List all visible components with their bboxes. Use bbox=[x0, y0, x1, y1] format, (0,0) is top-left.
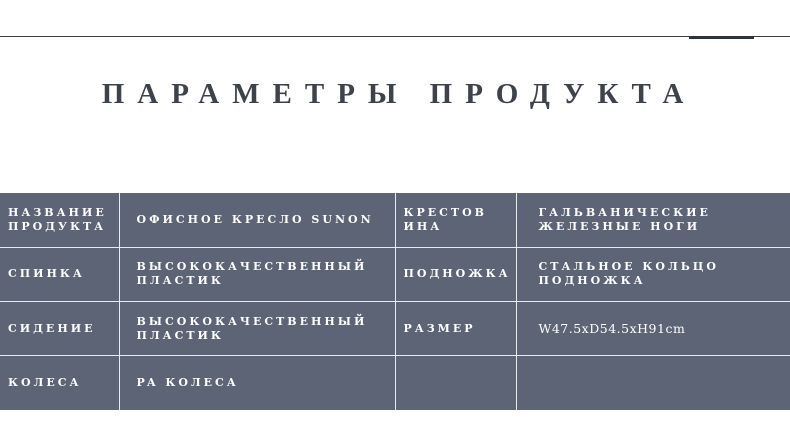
spec-value-base: ГАЛЬВАНИЧЕСКИЕ ЖЕЛЕЗНЫЕ НОГИ bbox=[516, 193, 790, 247]
spec-value-wheels: PA КОЛЕСА bbox=[119, 356, 395, 410]
spec-table bbox=[0, 193, 790, 410]
table-row bbox=[0, 247, 790, 301]
spec-value-name: ОФИСНОЕ КРЕСЛО SUNON bbox=[119, 193, 395, 247]
table-row bbox=[0, 356, 790, 410]
spec-label-seat: СИДЕНИЕ bbox=[0, 302, 119, 356]
table-row bbox=[0, 302, 790, 356]
page-title: ПАРАМЕТРЫ ПРОДУКТА bbox=[101, 78, 697, 110]
spec-label-name: НАЗВАНИЕ ПРОДУКТА bbox=[0, 193, 119, 247]
table-row bbox=[0, 193, 790, 247]
spec-label-size: РАЗМЕР bbox=[395, 302, 516, 356]
top-divider bbox=[0, 36, 790, 37]
spec-label-back: СПИНКА bbox=[0, 247, 119, 301]
spec-value-seat: ВЫСОКОКАЧЕСТВЕННЫЙ ПЛАСТИК bbox=[119, 302, 395, 356]
spec-value-size: W47.5xD54.5xH91cm bbox=[516, 302, 790, 356]
spec-label-footrest: ПОДНОЖКА bbox=[395, 247, 516, 301]
spec-label-empty bbox=[395, 356, 516, 410]
spec-label-wheels: КОЛЕСА bbox=[0, 356, 119, 410]
spec-value-empty bbox=[516, 356, 790, 410]
top-accent-bar bbox=[689, 36, 754, 39]
spec-value-back: ВЫСОКОКАЧЕСТВЕННЫЙ ПЛАСТИК bbox=[119, 247, 395, 301]
spec-value-footrest: СТАЛЬНОЕ КОЛЬЦО ПОДНОЖКА bbox=[516, 247, 790, 301]
spec-label-base: КРЕСТОВ ИНА bbox=[395, 193, 516, 247]
